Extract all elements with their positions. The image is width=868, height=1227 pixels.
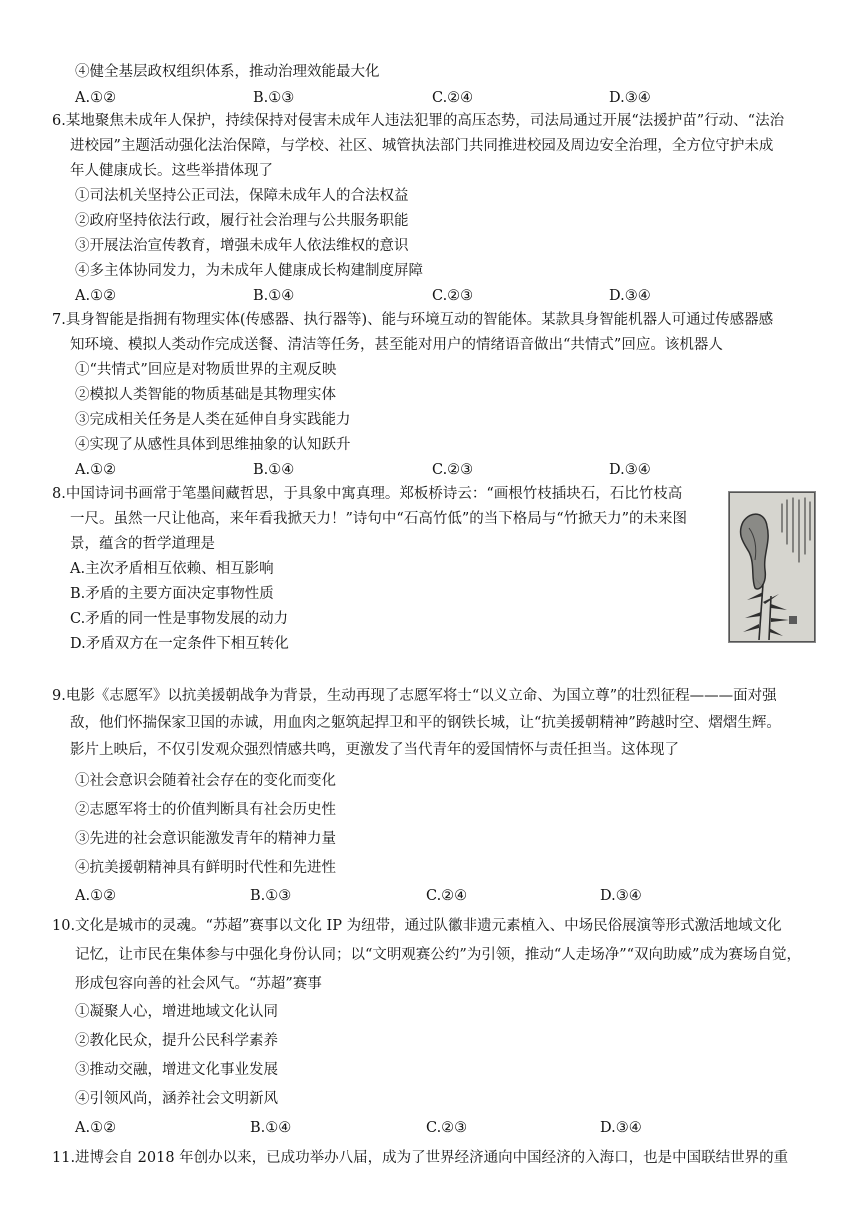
q9-item-2: ②志愿军将士的价值判断具有社会历史性 <box>75 802 336 818</box>
q9-option-b: B.①③ <box>250 888 292 904</box>
q10-option-d: D.③④ <box>600 1120 642 1136</box>
q5-option-c: C.②④ <box>432 90 474 106</box>
bamboo-rock-painting <box>728 491 816 643</box>
q6-option-b: B.①④ <box>253 288 295 304</box>
q6-item-4: ④多主体协同发力，为未成年人健康成长构建制度屏障 <box>75 263 423 279</box>
q8-option-a: A.主次矛盾相互依赖、相互影响 <box>70 561 274 577</box>
q8-option-b: B.矛盾的主要方面决定事物性质 <box>70 586 274 602</box>
q9-option-a: A.①② <box>75 888 117 904</box>
q10-stem-line-3: 形成包容向善的社会风气。“苏超”赛事 <box>75 976 322 992</box>
q7-item-4: ④实现了从感性具体到思维抽象的认知跃升 <box>75 437 351 453</box>
q9-stem-line-3: 影片上映后，不仅引发观众强烈情感共鸣，更激发了当代青年的爱国情怀与责任担当。这体现了 <box>70 742 679 758</box>
q7-stem-line-2: 知环境、模拟人类动作完成送餐、清洁等任务，甚至能对用户的情绪语音做出“共情式”回应。该机器人 <box>70 337 723 353</box>
q10-option-c: C.②③ <box>426 1120 468 1136</box>
q8-stem-line-3: 景，蕴含的哲学道理是 <box>70 536 215 552</box>
q7-item-3: ③完成相关任务是人类在延伸自身实践能力 <box>75 412 351 428</box>
q8-stem-line-2: 一尺。虽然一尺让他高，来年看我掀天力！”诗句中“石高竹低”的当下格局与“竹掀天力”的未来图 <box>70 511 688 527</box>
q10-option-b: B.①④ <box>250 1120 292 1136</box>
q6-option-d: D.③④ <box>609 288 651 304</box>
q8-stem-line-1: 8.中国诗词书画常于笔墨间藏哲思，于具象中寓真理。郑板桥诗云：“画根竹枝插块石，石比竹枝高 <box>52 486 683 502</box>
q9-option-d: D.③④ <box>600 888 642 904</box>
q10-item-1: ①凝聚人心，增进地域文化认同 <box>75 1004 278 1020</box>
q7-item-2: ②模拟人类智能的物质基础是其物理实体 <box>75 387 336 403</box>
q6-item-3: ③开展法治宣传教育，增强未成年人依法维权的意识 <box>75 238 409 254</box>
q7-option-c: C.②③ <box>432 462 474 478</box>
q10-item-2: ②教化民众，提升公民科学素养 <box>75 1033 278 1049</box>
bamboo-rock-painting-art <box>729 492 815 642</box>
q6-option-c: C.②③ <box>432 288 474 304</box>
q6-stem-line-3: 年人健康成长。这些举措体现了 <box>70 163 273 179</box>
q8-option-c: C.矛盾的同一性是事物发展的动力 <box>70 611 289 627</box>
q9-item-3: ③先进的社会意识能激发青年的精神力量 <box>75 831 336 847</box>
q9-item-4: ④抗美援朝精神具有鲜明时代性和先进性 <box>75 860 336 876</box>
q6-item-1: ①司法机关坚持公正司法，保障未成年人的合法权益 <box>75 188 409 204</box>
q5-option-d: D.③④ <box>609 90 651 106</box>
q7-option-a: A.①② <box>75 462 117 478</box>
q7-option-b: B.①④ <box>253 462 295 478</box>
q5-option-a: A.①② <box>75 90 117 106</box>
q9-option-c: C.②④ <box>426 888 468 904</box>
q6-option-a: A.①② <box>75 288 117 304</box>
q5-item-4: ④健全基层政权组织体系，推动治理效能最大化 <box>75 64 380 80</box>
q6-stem-line-1: 6.某地聚焦未成年人保护，持续保持对侵害未成年人违法犯罪的高压态势，司法局通过开展“法援护苗”行动、“法治 <box>52 113 785 129</box>
q9-stem-line-1: 9.电影《志愿军》以抗美援朝战争为背景，生动再现了志愿军将士“以义立命、为国立尊”的壮烈征程———面对强 <box>52 688 777 704</box>
q8-option-d: D.矛盾双方在一定条件下相互转化 <box>70 636 289 652</box>
q10-option-a: A.①② <box>75 1120 117 1136</box>
q10-stem-line-1: 10.文化是城市的灵魂。“苏超”赛事以文化 IP 为纽带，通过队徽非遗元素植入、中场民俗展演等形式激活地域文化 <box>52 918 782 934</box>
q10-item-4: ④引领风尚，涵养社会文明新风 <box>75 1091 278 1107</box>
q6-item-2: ②政府坚持依法行政，履行社会治理与公共服务职能 <box>75 213 409 229</box>
q11-stem-line-1: 11.进博会自 2018 年创办以来，已成功举办八届，成为了世界经济通向中国经济的入海口，也是中国联结世界的重 <box>52 1150 789 1166</box>
q10-item-3: ③推动交融，增进文化事业发展 <box>75 1062 278 1078</box>
q5-option-b: B.①③ <box>253 90 295 106</box>
q9-item-1: ①社会意识会随着社会存在的变化而变化 <box>75 773 336 789</box>
q9-stem-line-2: 敌，他们怀揣保家卫国的赤诚，用血肉之躯筑起捍卫和平的钢铁长城，让“抗美援朝精神”跨越时空、熠熠生辉。 <box>70 715 781 731</box>
q7-stem-line-1: 7.具身智能是指拥有物理实体(传感器、执行器等)、能与环境互动的智能体。某款具身智能机器人可通过传感器感 <box>52 312 774 328</box>
q7-option-d: D.③④ <box>609 462 651 478</box>
q10-stem-line-2: 记忆，让市民在集体参与中强化身份认同；以“文明观赛公约”为引领，推动“人走场净”“双向助威”成为赛场自觉， <box>75 947 801 963</box>
q6-stem-line-2: 进校园”主题活动强化法治保障，与学校、社区、城管执法部门共同推进校园及周边安全治理，全方位守护未成 <box>70 138 774 154</box>
q7-item-1: ①“共情式”回应是对物质世界的主观反映 <box>75 362 337 378</box>
